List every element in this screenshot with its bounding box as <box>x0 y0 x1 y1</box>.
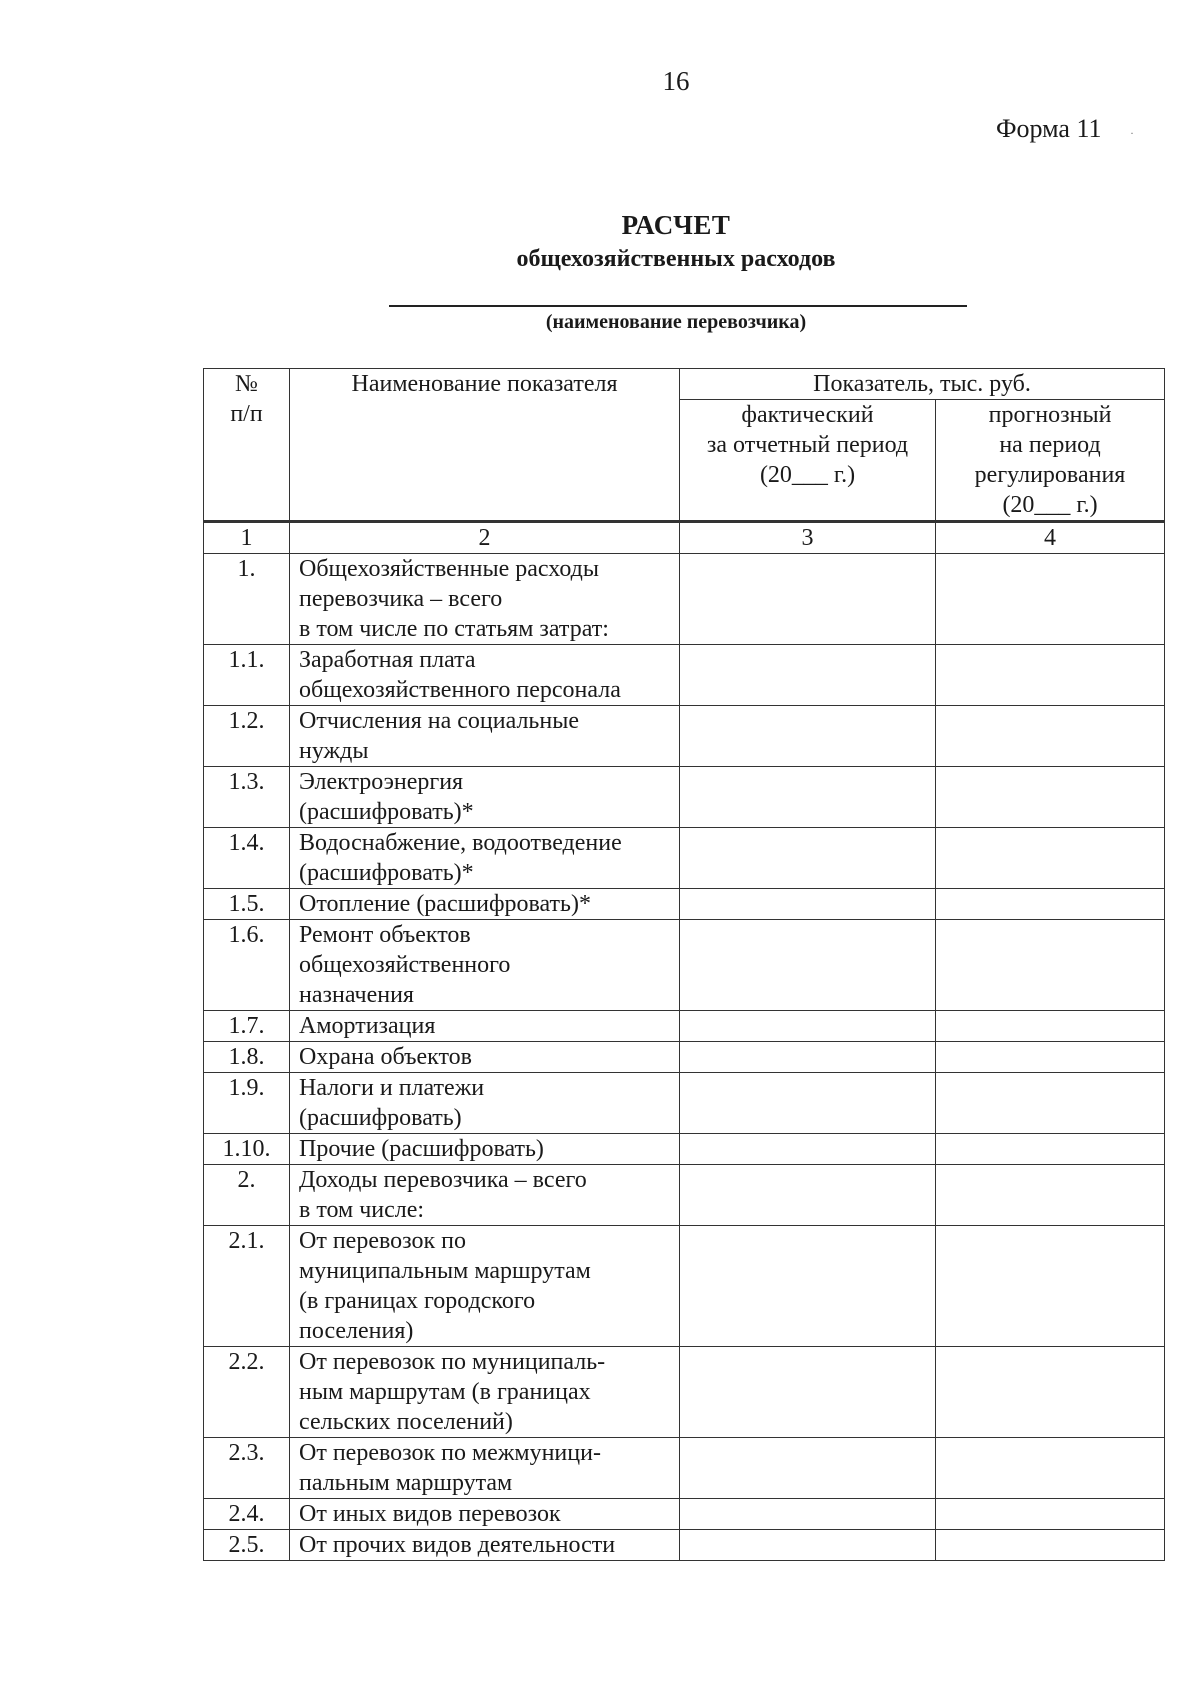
table-row <box>204 706 1165 767</box>
row-indicator-line: От перевозок по <box>299 1228 466 1254</box>
column-number: 2 <box>290 522 680 554</box>
header-col-no <box>204 369 290 522</box>
header-col-forecast-line: регулирования <box>974 462 1126 488</box>
row-number: 1.2. <box>204 706 290 767</box>
row-number: 2.5. <box>204 1530 290 1561</box>
forecast-value-cell[interactable] <box>936 920 1165 1011</box>
actual-value-cell[interactable] <box>680 706 936 767</box>
forecast-value-cell[interactable] <box>936 1226 1165 1347</box>
forecast-value-cell[interactable] <box>936 706 1165 767</box>
actual-value-cell[interactable] <box>680 920 936 1011</box>
table-row <box>204 889 1165 920</box>
row-number: 1.5. <box>204 889 290 920</box>
form-label: Форма 11 <box>996 114 1102 143</box>
header-col-forecast-line: прогнозный <box>988 402 1112 428</box>
row-number: 1.4. <box>204 828 290 889</box>
row-indicator-line: назначения <box>299 982 414 1008</box>
table-row <box>204 1226 1165 1347</box>
table-row <box>204 1073 1165 1134</box>
row-indicator-line: От перевозок по муниципаль- <box>299 1349 606 1375</box>
carrier-name-line[interactable] <box>389 305 967 307</box>
row-indicator-name <box>290 1226 680 1347</box>
row-indicator-line: общехозяйственного персонала <box>299 677 621 703</box>
row-indicator-line: Водоснабжение, водоотведение <box>299 830 622 856</box>
actual-value-cell[interactable] <box>680 1042 936 1073</box>
row-indicator-line: (расшифровать)* <box>299 799 474 825</box>
header-col-forecast <box>936 400 1165 522</box>
row-number: 1.10. <box>204 1134 290 1165</box>
table-row <box>204 1011 1165 1042</box>
row-indicator-line: Электроэнергия <box>299 769 464 795</box>
row-indicator-line: Отопление (расшифровать)* <box>299 891 591 917</box>
header-col-actual-line: фактический <box>741 402 874 428</box>
row-indicator-line: ным маршрутам (в границах <box>299 1379 591 1405</box>
row-indicator-name <box>290 767 680 828</box>
forecast-value-cell[interactable] <box>936 1073 1165 1134</box>
table-row <box>204 1347 1165 1438</box>
table-row <box>204 1499 1165 1530</box>
actual-value-cell[interactable] <box>680 645 936 706</box>
header-col-no-line: № <box>235 371 258 397</box>
document-title: РАСЧЕТ <box>621 210 731 240</box>
row-number: 1.9. <box>204 1073 290 1134</box>
row-number: 2.4. <box>204 1499 290 1530</box>
row-number: 2.1. <box>204 1226 290 1347</box>
row-indicator-name <box>290 1073 680 1134</box>
forecast-value-cell[interactable] <box>936 645 1165 706</box>
table-row <box>204 828 1165 889</box>
scan-speck: · <box>1130 126 1134 140</box>
actual-value-cell[interactable] <box>680 828 936 889</box>
forecast-value-cell[interactable] <box>936 1011 1165 1042</box>
row-indicator-name <box>290 645 680 706</box>
forecast-value-cell[interactable] <box>936 554 1165 645</box>
row-indicator-line: (расшифровать) <box>299 1105 462 1131</box>
row-indicator-name <box>290 828 680 889</box>
header-col-no-line: п/п <box>230 401 263 427</box>
row-number: 2. <box>204 1165 290 1226</box>
forecast-value-cell[interactable] <box>936 1438 1165 1499</box>
table-row <box>204 767 1165 828</box>
row-number: 1.6. <box>204 920 290 1011</box>
actual-value-cell[interactable] <box>680 1073 936 1134</box>
header-col-name: Наименование показателя <box>290 369 680 522</box>
row-number: 1.3. <box>204 767 290 828</box>
table-row <box>204 554 1165 645</box>
row-indicator-name <box>290 1499 680 1530</box>
header-col-actual-line: (20___ г.) <box>759 462 856 488</box>
document-subtitle: общехозяйственных расходов <box>516 246 836 272</box>
table-row <box>204 645 1165 706</box>
column-number: 1 <box>204 522 290 554</box>
table-row <box>204 1042 1165 1073</box>
actual-value-cell[interactable] <box>680 889 936 920</box>
row-indicator-line: Ремонт объектов <box>299 922 471 948</box>
row-indicator-line: в том числе по статьям затрат: <box>299 616 609 642</box>
actual-value-cell[interactable] <box>680 1226 936 1347</box>
actual-value-cell[interactable] <box>680 1134 936 1165</box>
forecast-value-cell[interactable] <box>936 1165 1165 1226</box>
actual-value-cell[interactable] <box>680 1438 936 1499</box>
forecast-value-cell[interactable] <box>936 1042 1165 1073</box>
row-indicator-name <box>290 1134 680 1165</box>
header-col-indicator: Показатель, тыс. руб. <box>680 369 1165 400</box>
row-indicator-line: сельских поселений) <box>299 1409 513 1435</box>
column-number: 4 <box>936 522 1165 554</box>
row-number: 1.8. <box>204 1042 290 1073</box>
row-indicator-name <box>290 920 680 1011</box>
column-number-row <box>204 522 1165 554</box>
forecast-value-cell[interactable] <box>936 1134 1165 1165</box>
row-indicator-line: перевозчика – всего <box>299 586 503 612</box>
table-header-row <box>204 369 1165 400</box>
forecast-value-cell[interactable] <box>936 1530 1165 1561</box>
actual-value-cell[interactable] <box>680 1165 936 1226</box>
row-number: 1. <box>204 554 290 645</box>
row-indicator-name <box>290 1165 680 1226</box>
row-indicator-line: От прочих видов деятельности <box>299 1532 616 1558</box>
row-indicator-line: (в границах городского <box>299 1288 536 1314</box>
expense-calculation-table <box>203 368 1165 1561</box>
table-row <box>204 1134 1165 1165</box>
row-indicator-name <box>290 1042 680 1073</box>
carrier-name-caption: (наименование перевозчика) <box>545 311 807 333</box>
row-indicator-name <box>290 1438 680 1499</box>
row-number: 1.7. <box>204 1011 290 1042</box>
row-indicator-line: Амортизация <box>299 1013 436 1039</box>
actual-value-cell[interactable] <box>680 767 936 828</box>
row-indicator-name <box>290 706 680 767</box>
row-number: 1.1. <box>204 645 290 706</box>
page-number: 16 <box>662 66 690 96</box>
table-row <box>204 1165 1165 1226</box>
row-indicator-line: Доходы перевозчика – всего <box>299 1167 587 1193</box>
row-indicator-line: Налоги и платежи <box>299 1075 485 1101</box>
row-indicator-name <box>290 1530 680 1561</box>
header-col-actual <box>680 400 936 522</box>
row-number: 2.3. <box>204 1438 290 1499</box>
forecast-value-cell[interactable] <box>936 1499 1165 1530</box>
row-indicator-line: От иных видов перевозок <box>299 1501 561 1527</box>
header-col-actual-line: за отчетный период <box>706 432 909 458</box>
forecast-value-cell[interactable] <box>936 1347 1165 1438</box>
row-number: 2.2. <box>204 1347 290 1438</box>
header-col-forecast-line: (20___ г.) <box>1002 492 1098 518</box>
row-indicator-line: Общехозяйственные расходы <box>299 556 599 582</box>
row-indicator-line: поселения) <box>299 1318 414 1344</box>
row-indicator-name <box>290 889 680 920</box>
forecast-value-cell[interactable] <box>936 767 1165 828</box>
row-indicator-line: общехозяйственного <box>299 952 511 978</box>
row-indicator-line: Отчисления на социальные <box>299 708 579 734</box>
row-indicator-name <box>290 554 680 645</box>
header-col-forecast-line: на период <box>999 432 1101 458</box>
row-indicator-line: в том числе: <box>299 1197 425 1223</box>
actual-value-cell[interactable] <box>680 1530 936 1561</box>
row-indicator-line: Заработная плата <box>299 647 476 673</box>
row-indicator-line: муниципальным маршрутам <box>299 1258 591 1284</box>
row-indicator-line: пальным маршрутам <box>299 1470 513 1496</box>
actual-value-cell[interactable] <box>680 1347 936 1438</box>
forecast-value-cell[interactable] <box>936 828 1165 889</box>
actual-value-cell[interactable] <box>680 1499 936 1530</box>
table-row <box>204 1438 1165 1499</box>
row-indicator-line: От перевозок по межмуници- <box>299 1440 601 1466</box>
row-indicator-name <box>290 1347 680 1438</box>
row-indicator-line: (расшифровать)* <box>299 860 474 886</box>
column-number: 3 <box>680 522 936 554</box>
table-row <box>204 920 1165 1011</box>
row-indicator-line: Прочие (расшифровать) <box>299 1136 544 1162</box>
forecast-value-cell[interactable] <box>936 889 1165 920</box>
row-indicator-name <box>290 1011 680 1042</box>
row-indicator-line: Охрана объектов <box>299 1044 473 1070</box>
table-row <box>204 1530 1165 1561</box>
row-indicator-line: нужды <box>299 738 369 764</box>
actual-value-cell[interactable] <box>680 554 936 645</box>
actual-value-cell[interactable] <box>680 1011 936 1042</box>
